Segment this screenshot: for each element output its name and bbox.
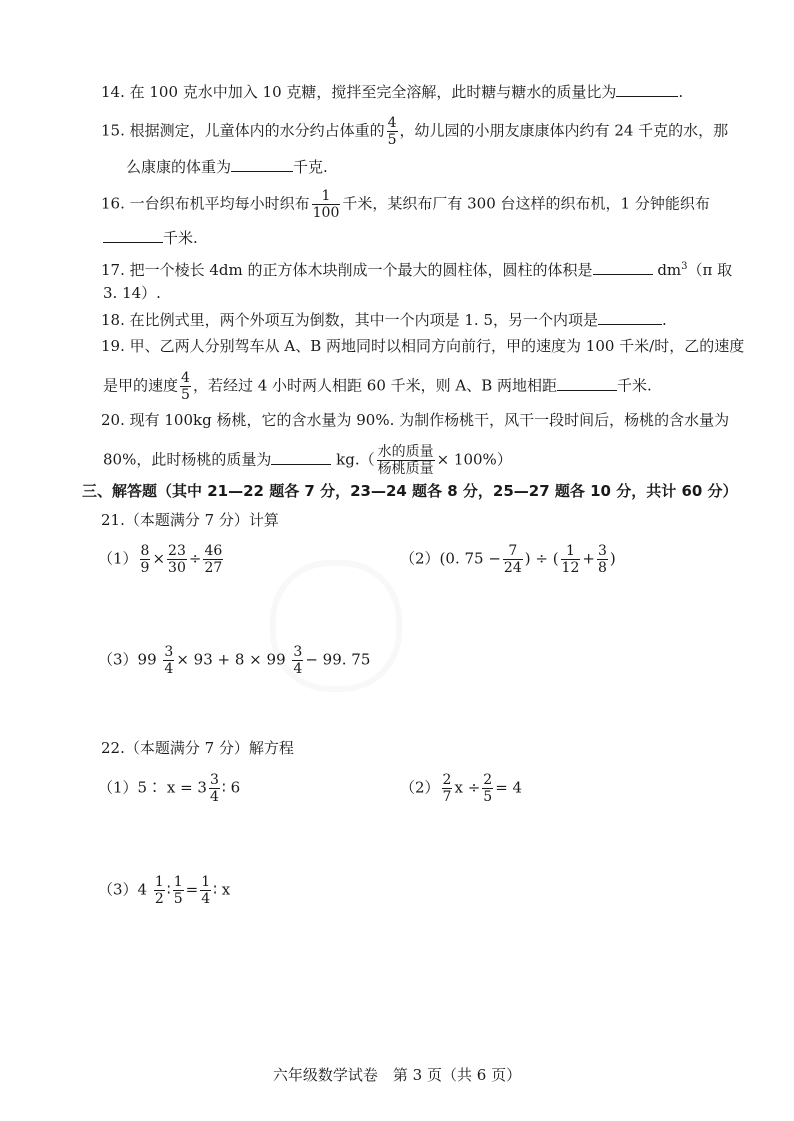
question-22-part-2: （2） $\frac{2}{7}$ x ÷ $\frac{2}{5}$ = 4 bbox=[400, 772, 523, 805]
fraction: $\frac{\text{水的质量}}{\text{杨桃质量}}$ bbox=[377, 444, 434, 477]
answer-blank[interactable] bbox=[271, 450, 331, 465]
question-19: 19. 甲、乙两人分别驾车从 A、B 两地同时以相同方向前行，甲的速度为 100 千米/时，乙的速度 bbox=[101, 337, 745, 355]
question-21-part-2: （2）(0. 75 − $\frac{7}{24}$ ) ÷ ( $\frac{1}{12}$ + $\frac{3}{8}$ ) bbox=[400, 543, 616, 576]
question-22-part-1: （1）5∶ x = 3 $\frac{3}{4}$ ∶ 6 bbox=[98, 772, 241, 805]
fraction: $\frac{1}{4}$ bbox=[201, 874, 211, 907]
fraction: $\frac{3}{4}$ bbox=[209, 772, 219, 805]
fraction: $\frac{4}{5}$ bbox=[181, 370, 190, 403]
question-16: 16. 一台织布机平均每小时织布 $\frac{1}{100}$ 千米，某织布厂有 300 台这样的织布机，1 分钟能织布 bbox=[101, 188, 710, 221]
answer-blank[interactable] bbox=[231, 157, 293, 172]
question-20-line2: 80%，此时杨桃的质量为 kg.（ $\frac{\text{水的质量}}{\text{杨桃质量}}$ × 100%） bbox=[103, 444, 512, 477]
fraction: $\frac{1}{12}$ bbox=[561, 543, 580, 576]
question-16-line2: 千米. bbox=[103, 228, 198, 248]
fraction: $\frac{1}{5}$ bbox=[173, 874, 183, 907]
question-22-part-3: （3）4 $\frac{1}{2}$ ∶ $\frac{1}{5}$ = $\frac{1}{4}$ ∶ x bbox=[98, 874, 231, 907]
fraction: $\frac{3}{4}$ bbox=[164, 644, 174, 677]
fraction: $\frac{8}{9}$ bbox=[140, 543, 150, 576]
fraction: $\frac{46}{27}$ bbox=[204, 543, 223, 576]
answer-blank[interactable] bbox=[103, 228, 163, 243]
fraction: $\frac{2}{7}$ bbox=[442, 772, 452, 805]
fraction: $\frac{3}{8}$ bbox=[597, 543, 607, 576]
question-21-header: 21.（本题满分 7 分）计算 bbox=[101, 511, 279, 529]
fraction: $\frac{7}{24}$ bbox=[503, 543, 522, 576]
answer-blank[interactable] bbox=[593, 260, 653, 275]
answer-blank[interactable] bbox=[598, 310, 662, 325]
question-18: 18. 在比例式里，两个外项互为倒数，其中一个内项是 1. 5，另一个内项是 . bbox=[101, 311, 667, 329]
question-21-part-3: （3）99 $\frac{3}{4}$ × 93 + 8 × 99 $\frac{3}{4}$ − 99. 75 bbox=[98, 644, 371, 677]
question-15-line2: 么康康的体重为 千克. bbox=[126, 158, 328, 176]
fraction: $\frac{4}{5}$ bbox=[387, 115, 397, 148]
question-19-line2: 是甲的速度 $\frac{4}{5}$ ，若经过 4 小时两人相距 60 千米，则 A、B 两地相距 千米. bbox=[103, 370, 652, 403]
question-17-line2: 3. 14）. bbox=[103, 284, 161, 302]
fraction: $\frac{1}{2}$ bbox=[154, 874, 164, 907]
page-footer: 六年级数学试卷 第 3 页（共 6 页） bbox=[272, 1066, 522, 1084]
fraction: $\frac{23}{30}$ bbox=[168, 543, 186, 576]
fraction: $\frac{3}{4}$ bbox=[293, 644, 303, 677]
question-15: 15. 根据测定，儿童体内的水分约占体重的 $\frac{4}{5}$ ，幼儿园的小朋友康康体内约有 24 千克的水，那 bbox=[101, 115, 729, 148]
fraction: $\frac{1}{100}$ bbox=[312, 188, 340, 221]
answer-blank[interactable] bbox=[557, 376, 617, 391]
fraction: $\frac{2}{5}$ bbox=[483, 772, 493, 805]
question-21-part-1: （1） $\frac{8}{9}$ × $\frac{23}{30}$ ÷ $\frac{46}{27}$ bbox=[98, 543, 223, 576]
question-17: 17. 把一个棱长 4dm 的正方体木块削成一个最大的圆柱体，圆柱的体积是 $dm^3(\pi$ 取 bbox=[101, 261, 733, 279]
answer-blank[interactable] bbox=[616, 82, 678, 97]
question-20: 20. 现有 100kg 杨桃，它的含水量为 90%. 为制作杨桃干，风干一段时间后，杨桃的含水量为 bbox=[101, 411, 730, 429]
question-14: 14. 在 100 克水中加入 10 克糖，搅拌至完全溶解，此时糖与糖水的质量比为 . bbox=[101, 83, 684, 101]
section-heading: 三、解答题（其中 21—22 题各 7 分，23—24 题各 8 分，25—27 题各 10 分，共计 60 分） bbox=[82, 482, 738, 500]
question-22-header: 22.（本题满分 7 分）解方程 bbox=[101, 739, 294, 757]
